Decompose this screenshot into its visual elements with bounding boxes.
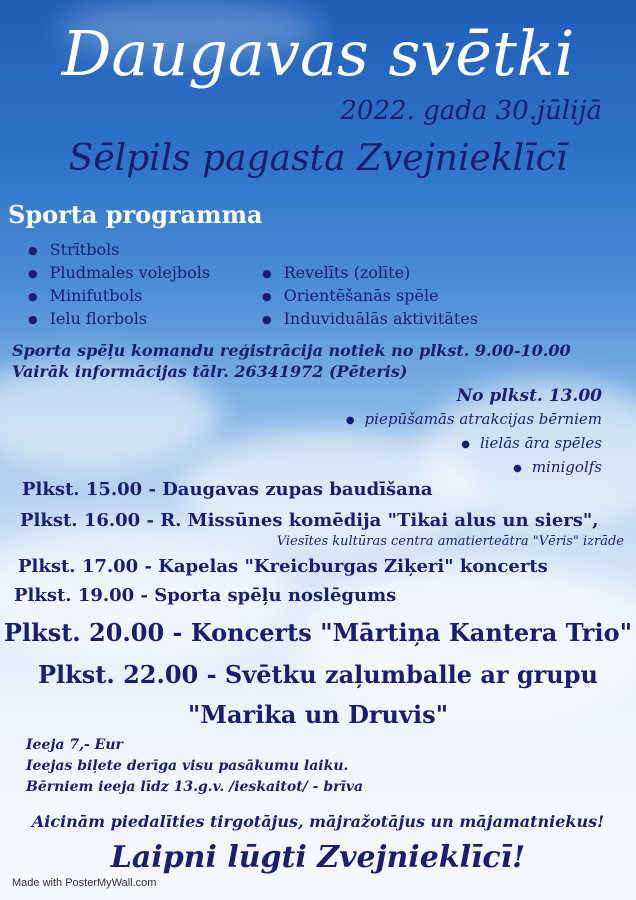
invite-text: Aicinām piedalīties tirgotājus, mājražotājus un mājamatniekus! (31, 812, 605, 831)
from-13-heading: No plkst. 13.00 (456, 386, 602, 406)
list-item: ● Strītbols (28, 238, 210, 261)
list-item: ● Induviduālās aktivitātes (262, 307, 478, 330)
sports-list-right (262, 261, 478, 330)
ball-band: "Marika un Druvis" (187, 700, 449, 729)
entry-info: Ieeja 7,- Eur (26, 737, 123, 753)
schedule-item: Plkst. 16.00 - R. Missūnes komēdija "Tikai alus un siers", (20, 510, 599, 531)
info-phone-text: Vairāk informācijas tālr. 26341972 (Pēteris) (12, 362, 408, 381)
event-date: 2022. gada 30.jūlijā (340, 96, 602, 126)
entry-info: Bērniem ieeja līdz 13.g.v. /ieskaitot/ - brīva (26, 779, 364, 795)
concert-line: Plkst. 20.00 - Koncerts "Mārtiņa Kantera Trio" (3, 618, 633, 647)
sports-list-left (28, 238, 210, 330)
schedule-item: Plkst. 15.00 - Daugavas zupas baudīšana (22, 479, 433, 500)
kids-activity: ● minigolfs (513, 458, 602, 476)
entry-info: Ieejas biļete derīga visu pasākumu laiku. (26, 758, 349, 774)
schedule-item: Plkst. 17.00 - Kapelas "Kreicburgas Ziķeri" koncerts (18, 556, 548, 577)
poster-title: Daugavas svētki (61, 17, 575, 90)
schedule-subtext: Viesītes kultūras centra amatierteātra "Vēris" izrāde (276, 534, 624, 549)
ball-line: Plkst. 22.00 - Svētku zaļumballe ar grupu (38, 660, 598, 689)
made-with-link[interactable]: Made with PosterMyWall.com (12, 877, 157, 889)
sport-heading: Sporta programma (8, 200, 263, 229)
kids-activity: ● lielās āra spēles (461, 434, 602, 452)
schedule-item: Plkst. 19.00 - Sporta spēļu noslēgums (14, 585, 397, 606)
list-item: ● Pludmales volejbols (28, 261, 210, 284)
welcome-text: Laipni lūgti Zvejnieklīcī! (110, 840, 526, 875)
event-place: Sēlpils pagasta Zvejnieklīcī (68, 138, 568, 179)
list-item: ● Orientēšanās spēle (262, 284, 478, 307)
list-item: ● Ielu florbols (28, 307, 210, 330)
kids-activity: ● piepūšamās atrakcijas bērniem (346, 410, 602, 428)
list-item: ● Revelīts (zolīte) (262, 261, 478, 284)
list-item: ● Minifutbols (28, 284, 210, 307)
registration-text: Sporta spēļu komandu reģistrācija notiek no plkst. 9.00-10.00 (12, 341, 571, 360)
